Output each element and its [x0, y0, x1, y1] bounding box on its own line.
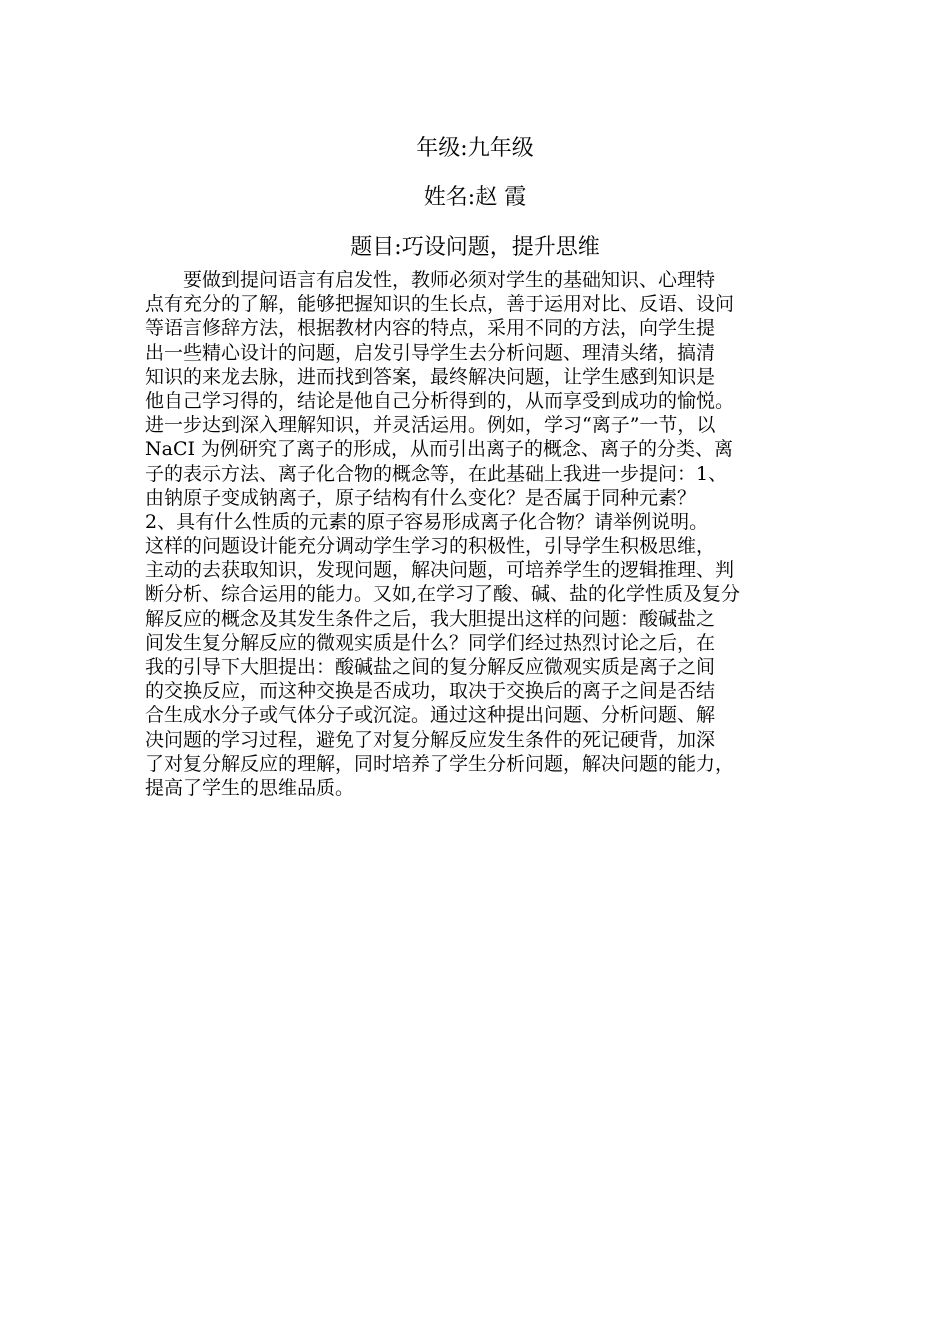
- body-line: 2、具有什么性质的元素的原子容易形成离子化合物？请举例说明。: [145, 510, 709, 533]
- body-line: 子的表示方法、离子化合物的概念等，在此基础上我进一步提问：1、: [145, 462, 728, 485]
- body-line: 的交换反应，而这种交换是否成功，取决于交换后的离子之间是否结: [145, 680, 716, 703]
- body-line: 等语言修辞方法，根据教材内容的特点，采用不同的方法，向学生提: [145, 317, 716, 340]
- body-line: 了对复分解反应的理解，同时培养了学生分析问题，解决问题的能力，: [145, 752, 735, 775]
- essay-body: [145, 268, 845, 800]
- body-line: 我的引导下大胆提出：酸碱盐之间的复分解反应微观实质是离子之间: [145, 656, 716, 678]
- body-line: 合生成水分子或气体分子或沉淀。通过这种提出问题、分析问题、解: [145, 704, 716, 727]
- body-line: 要做到提问语言有启发性，教师必须对学生的基础知识、心理特: [145, 269, 716, 291]
- body-line: 点有充分的了解，能够把握知识的生长点，善于运用对比、反语、设问: [145, 293, 735, 316]
- author-name-line: 姓名:赵 霞: [423, 185, 527, 210]
- essay-title: 题目:巧设问题，提升思维: [350, 235, 600, 260]
- body-line: 进一步达到深入理解知识，并灵活运用。例如，学习“离子”一节，以: [145, 414, 716, 437]
- grade-line: 年级:九年级: [416, 136, 534, 161]
- body-line: 决问题的学习过程，避免了对复分解反应发生条件的死记硬背，加深: [145, 728, 716, 751]
- body-line: 由钠原子变成钠离子，原子结构有什么变化？是否属于同种元素？: [145, 486, 697, 509]
- body-line: 知识的来龙去脉，进而找到答案，最终解决问题，让学生感到知识是: [145, 365, 716, 388]
- body-line: 间发生复分解反应的微观实质是什么？同学们经过热烈讨论之后，在: [145, 631, 716, 654]
- body-line: 这样的问题设计能充分调动学生学习的积极性，引导学生积极思维，: [145, 535, 716, 558]
- body-line: 主动的去获取知识，发现问题，解决问题，可培养学生的逻辑推理、判: [145, 559, 735, 582]
- body-line: 提高了学生的思维品质。: [145, 776, 355, 799]
- body-line: NaCI 为例研究了离子的形成，从而引出离子的概念、离子的分类、离: [145, 438, 734, 461]
- body-line: 他自己学习得的，结论是他自己分析得到的，从而享受到成功的愉悦。: [145, 389, 735, 412]
- body-line: 断分析、综合运用的能力。又如,在学习了酸、碱、盐的化学性质及复分: [145, 583, 741, 606]
- body-line: 出一些精心设计的问题，启发引导学生去分析问题、理清头绪，搞清: [145, 341, 716, 364]
- body-line: 解反应的概念及其发生条件之后，我大胆提出这样的问题：酸碱盐之: [145, 607, 716, 630]
